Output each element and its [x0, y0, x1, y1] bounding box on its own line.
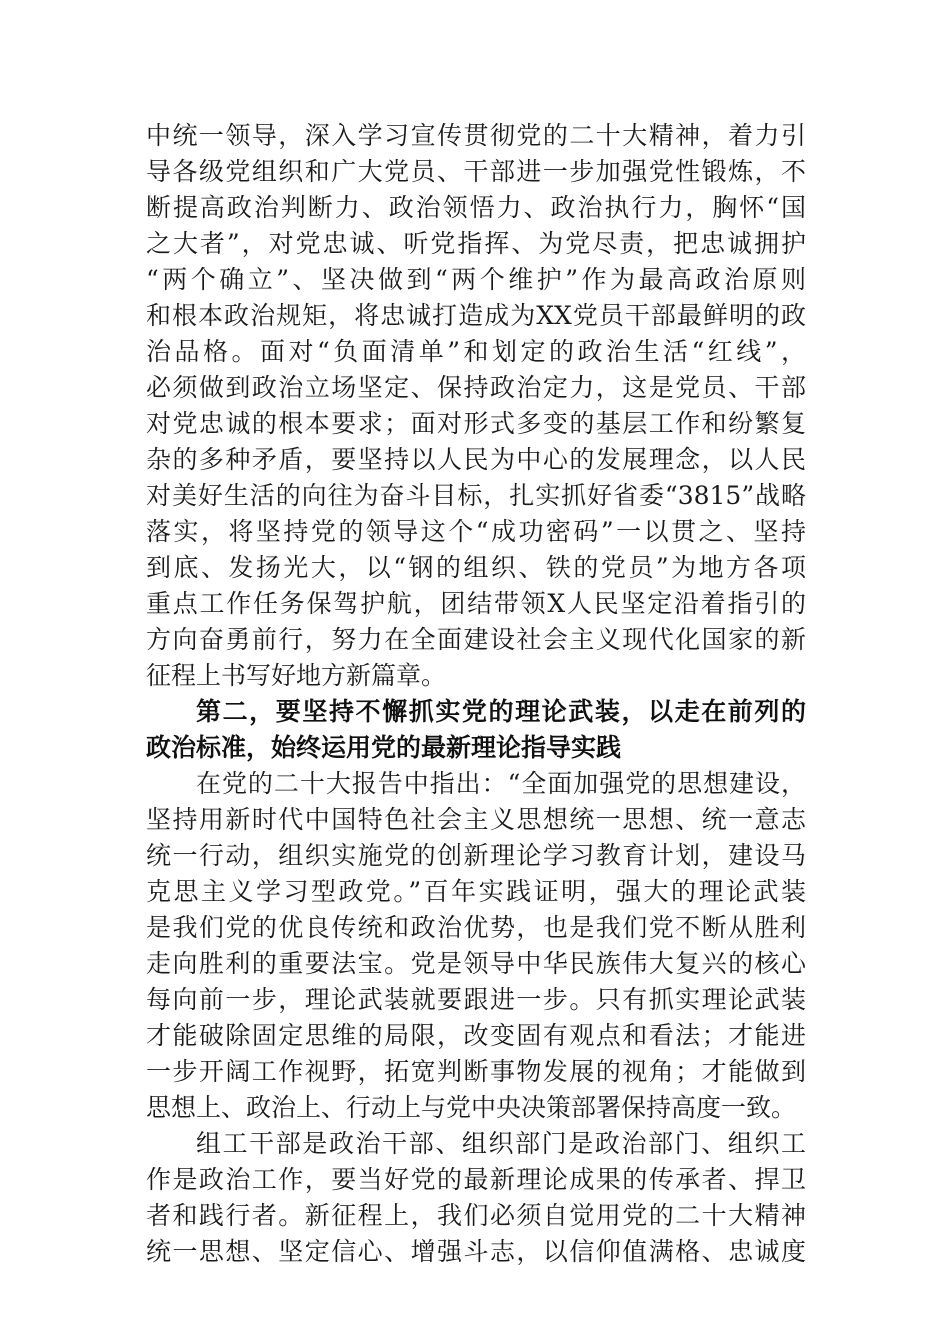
paragraph-line: 每向前一步，理论武装就要跟进一步。只有抓实理论武装	[146, 985, 806, 1014]
paragraph-line: 到底、发扬光大，以“钢的组织、铁的党员”为地方各项	[146, 553, 806, 582]
paragraph-line: 思想上、政治上、行动上与党中央决策部署保持高度一致。	[146, 1093, 797, 1122]
paragraph-line: 对美好生活的向往为奋斗目标，扎实抓好省委“3815”战略	[146, 481, 806, 510]
paragraph-line: 是我们党的优良传统和政治优势，也是我们党不断从胜利	[146, 913, 806, 942]
paragraph-line: 治品格。面对“负面清单”和划定的政治生活“红线”，	[146, 337, 806, 366]
paragraph-line: 克思主义学习型政党。”百年实践证明，强大的理论武装	[146, 877, 806, 906]
paragraph-line: 在党的二十大报告中指出：“全面加强党的思想建设，	[196, 769, 806, 798]
paragraph-line: 必须做到政治立场坚定、保持政治定力，这是党员、干部	[146, 373, 806, 402]
paragraph-line: 者和践行者。新征程上，我们必须自觉用党的二十大精神	[146, 1201, 806, 1230]
paragraph-line: 一步开阔工作视野，拓宽判断事物发展的视角；才能做到	[146, 1057, 806, 1086]
paragraph-line: 之大者”，对党忠诚、听党指挥、为党尽责，把忠诚拥护	[146, 229, 806, 258]
paragraph-line: “两个确立”、坚决做到“两个维护”作为最高政治原则	[146, 265, 806, 294]
paragraph-line: 杂的多种矛盾，要坚持以人民为中心的发展理念，以人民	[146, 445, 806, 474]
paragraph-line: 中统一领导，深入学习宣传贯彻党的二十大精神，着力引	[146, 121, 806, 150]
section-heading: 第二，要坚持不懈抓实党的理论武装，以走在前列的	[196, 697, 806, 726]
paragraph-line: 断提高政治判断力、政治领悟力、政治执行力，胸怀“国	[146, 193, 806, 222]
paragraph-line: 征程上书写好地方新篇章。	[146, 661, 447, 690]
paragraph-line: 作是政治工作，要当好党的最新理论成果的传承者、捍卫	[146, 1165, 806, 1194]
paragraph-line: 组工干部是政治干部、组织部门是政治部门、组织工	[196, 1129, 806, 1158]
paragraph-line: 落实，将坚持党的领导这个“成功密码”一以贯之、坚持	[146, 517, 806, 546]
paragraph-line: 重点工作任务保驾护航，团结带领X人民坚定沿着指引的	[146, 589, 806, 618]
paragraph-line: 坚持用新时代中国特色社会主义思想统一思想、统一意志	[146, 805, 806, 834]
paragraph-line: 统一思想、坚定信心、增强斗志，以信仰值满格、忠诚度	[146, 1237, 806, 1266]
paragraph-line: 对党忠诚的根本要求；面对形式多变的基层工作和纷繁复	[146, 409, 806, 438]
paragraph-line: 和根本政治规矩，将忠诚打造成为XX党员干部最鲜明的政	[146, 301, 806, 330]
section-heading: 政治标准，始终运用党的最新理论指导实践	[146, 733, 622, 762]
paragraph-line: 才能破除固定思维的局限，改变固有观点和看法；才能进	[146, 1021, 806, 1050]
paragraph-line: 导各级党组织和广大党员、干部进一步加强党性锻炼，不	[146, 157, 806, 186]
paragraph-line: 走向胜利的重要法宝。党是领导中华民族伟大复兴的核心	[146, 949, 806, 978]
paragraph-line: 统一行动，组织实施党的创新理论学习教育计划，建设马	[146, 841, 806, 870]
paragraph-line: 方向奋勇前行，努力在全面建设社会主义现代化国家的新	[146, 625, 806, 654]
